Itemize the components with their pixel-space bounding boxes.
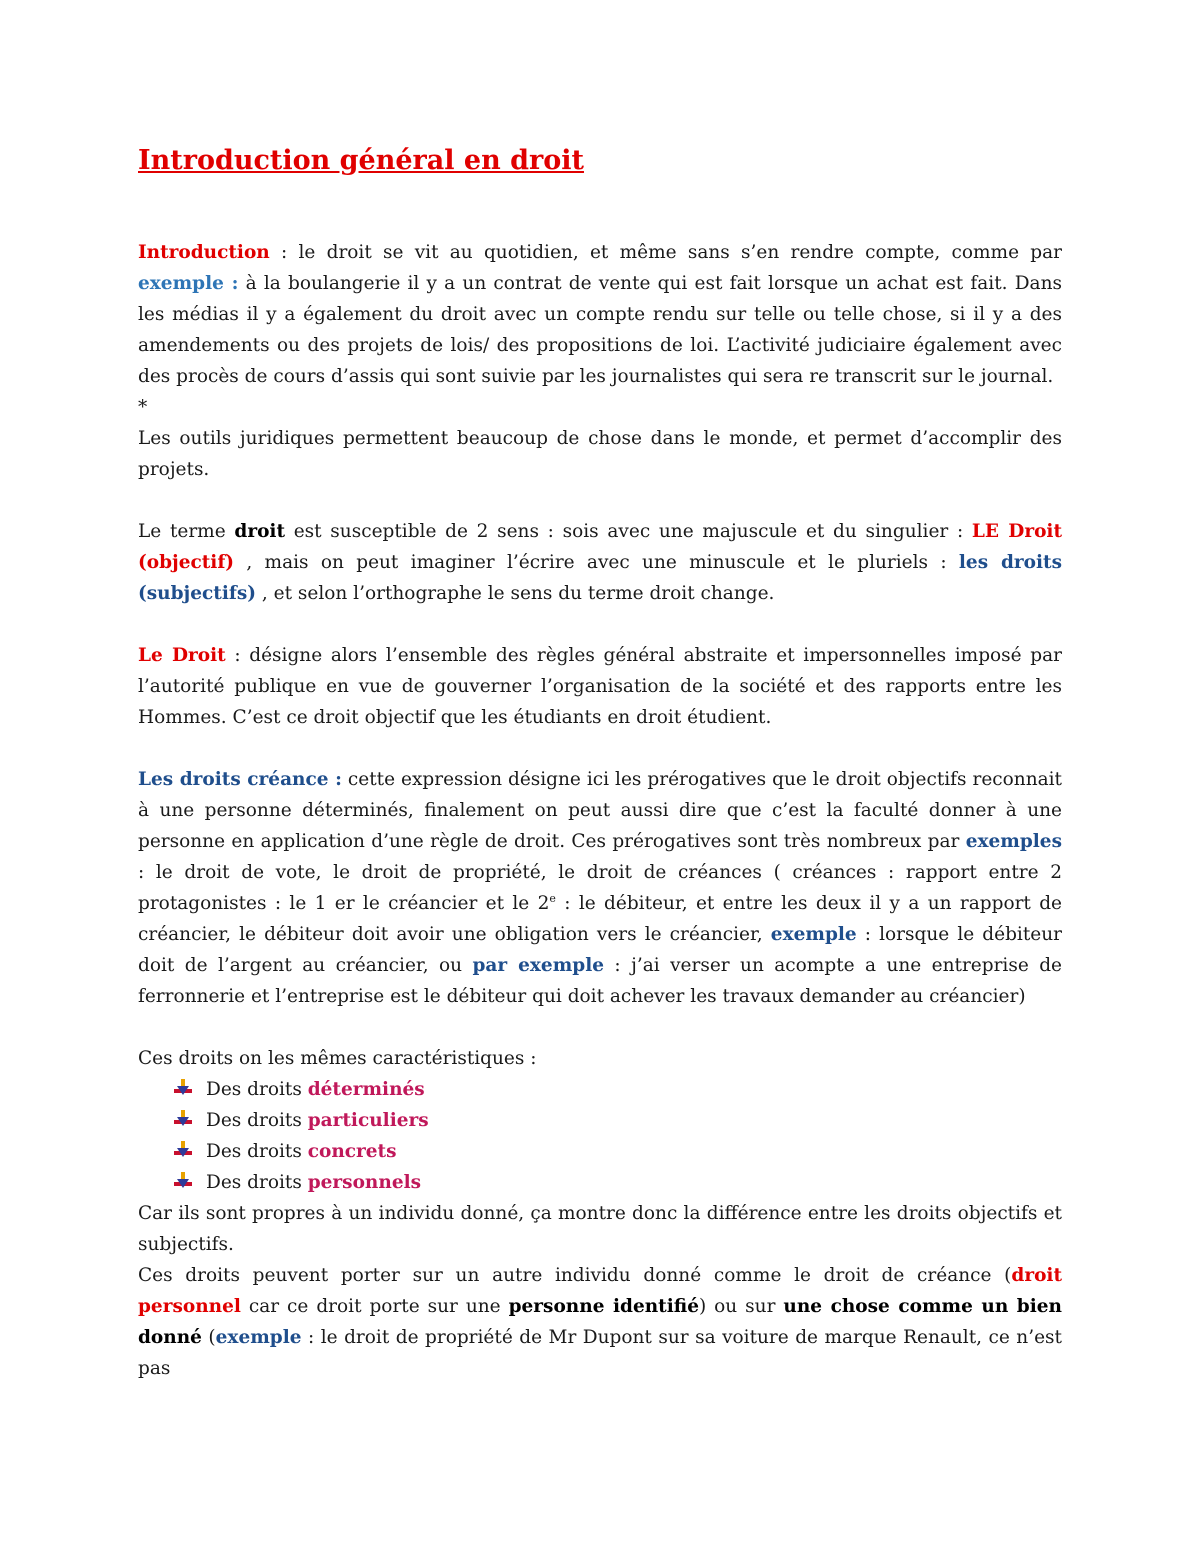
- star-line: *: [138, 397, 148, 418]
- item-word: personnels: [307, 1172, 422, 1193]
- intro-label: Introduction: [138, 242, 270, 263]
- last-text-2: car ce droit porte sur une: [240, 1296, 509, 1317]
- arrow-down-bullet-icon: [172, 1140, 194, 1160]
- arrow-down-bullet-icon: [172, 1109, 194, 1129]
- document-body: [138, 143, 1062, 1384]
- list-item: [172, 1074, 1062, 1105]
- item-word: concrets: [307, 1141, 397, 1162]
- terme-text-4: , et selon l’orthographe le sens du terme droit change.: [255, 583, 775, 604]
- creance-paragraph: [138, 764, 1062, 1012]
- last-example: exemple: [215, 1327, 302, 1348]
- creance-example-2: exemple: [770, 924, 857, 945]
- item-prefix: Des droits: [206, 1172, 308, 1193]
- item-word: particuliers: [307, 1110, 429, 1131]
- arrow-down-bullet-icon: [172, 1078, 194, 1098]
- list-item: [172, 1136, 1062, 1167]
- creance-text-1: cette expression désigne ici les prérogatives que le droit objectifs reconnait à une personne déterminés, finalement on peut aussi dire que c’est la faculté donner à une personne en application d’une règle de droit. Ces prérogatives sont très nombreux par: [138, 769, 1062, 852]
- intro-paragraph: [138, 237, 1062, 392]
- terme-text-3: , mais on peut imaginer l’écrire avec une minuscule et le pluriels :: [234, 552, 959, 573]
- terme-paragraph: [138, 516, 1062, 609]
- last-paragraph: [138, 1260, 1062, 1384]
- terme-le-droit: LE Droit (objectif): [138, 521, 1062, 573]
- item-word: déterminés: [307, 1079, 425, 1100]
- item-prefix: Des droits: [206, 1079, 308, 1100]
- carac-list: [138, 1074, 1062, 1198]
- item-prefix: Des droits: [206, 1110, 308, 1131]
- intro-text-1: : le droit se vit au quotidien, et même sans s’en rendre compte, comme par: [269, 242, 1062, 263]
- last-droit-personnel: droit personnel: [138, 1265, 1062, 1317]
- list-item: [172, 1105, 1062, 1136]
- creance-label: Les droits créance :: [138, 769, 342, 790]
- carac-after: Car ils sont propres à un individu donné, ça montre donc la différence entre les droits objectifs et subjectifs.: [138, 1203, 1062, 1255]
- intro-text-2: à la boulangerie il y a un contrat de vente qui est fait lorsque un achat est fait. Dans les médias il y a également du droit avec un compte rendu sur telle ou telle chose, si il y a des amendements ou des projets de lois/ des propositions de loi. L’activité judiciaire également avec des procès de cours d’assis qui sont suivie par les journalistes qui sera re transcrit sur le journal.: [138, 273, 1062, 387]
- terme-les-droits: les droits (subjectifs): [138, 552, 1063, 604]
- item-prefix: Des droits: [206, 1141, 308, 1162]
- last-text-1: Ces droits peuvent porter sur un autre individu donné comme le droit de créance (: [138, 1265, 1012, 1286]
- last-text-4: (: [201, 1327, 216, 1348]
- creance-text-3: : le débiteur, et entre les deux il y a un rapport de créancier, le débiteur doit avoir une obligation vers le créancier,: [138, 893, 1063, 945]
- arrow-down-bullet-icon: [172, 1171, 194, 1191]
- terme-droit: droit: [234, 521, 285, 542]
- document-title: Introduction général en droit: [138, 145, 584, 176]
- creance-text-4: : lorsque le débiteur doit de l’argent au créancier, ou: [138, 924, 1062, 976]
- last-chose: une chose comme un bien donné: [138, 1296, 1062, 1348]
- creance-example-1: exemples: [965, 831, 1062, 852]
- outils-paragraph: Les outils juridiques permettent beaucoup de chose dans le monde, et permet d’accomplir des projets.: [138, 428, 1062, 480]
- carac-intro: Ces droits on les mêmes caractéristiques :: [138, 1048, 537, 1069]
- list-item: [172, 1167, 1062, 1198]
- le-droit-text: : désigne alors l’ensemble des règles général abstraite et impersonnelles imposé par l’autorité publique en vue de gouverner l’organisation de la société et des rapports entre les Hommes. C’est ce droit objectif que les étudiants en droit étudient.: [138, 645, 1062, 728]
- last-personne: personne identifié: [508, 1296, 699, 1317]
- creance-text-5: : j’ai verser un acompte a une entreprise de ferronnerie et l’entreprise est le débiteur qui doit achever les travaux demander au créancier): [138, 955, 1062, 1007]
- last-text-5: : le droit de propriété de Mr Dupont sur sa voiture de marque Renault, ce n’est pas: [138, 1327, 1062, 1379]
- terme-text-2: est susceptible de 2 sens : sois avec une majuscule et du singulier :: [285, 521, 972, 542]
- creance-text-2: : le droit de vote, le droit de propriété, le droit de créances ( créances : rapport entre 2 protagonistes : le 1 er le créancier et le 2: [138, 862, 1062, 914]
- terme-text-1: Le terme: [138, 521, 235, 542]
- last-text-3: ) ou sur: [698, 1296, 784, 1317]
- le-droit-label: Le Droit: [138, 645, 226, 666]
- le-droit-paragraph: [138, 640, 1062, 733]
- creance-superscript: e: [549, 891, 556, 905]
- creance-example-3: par exemple: [472, 955, 605, 976]
- intro-example: exemple :: [138, 273, 239, 294]
